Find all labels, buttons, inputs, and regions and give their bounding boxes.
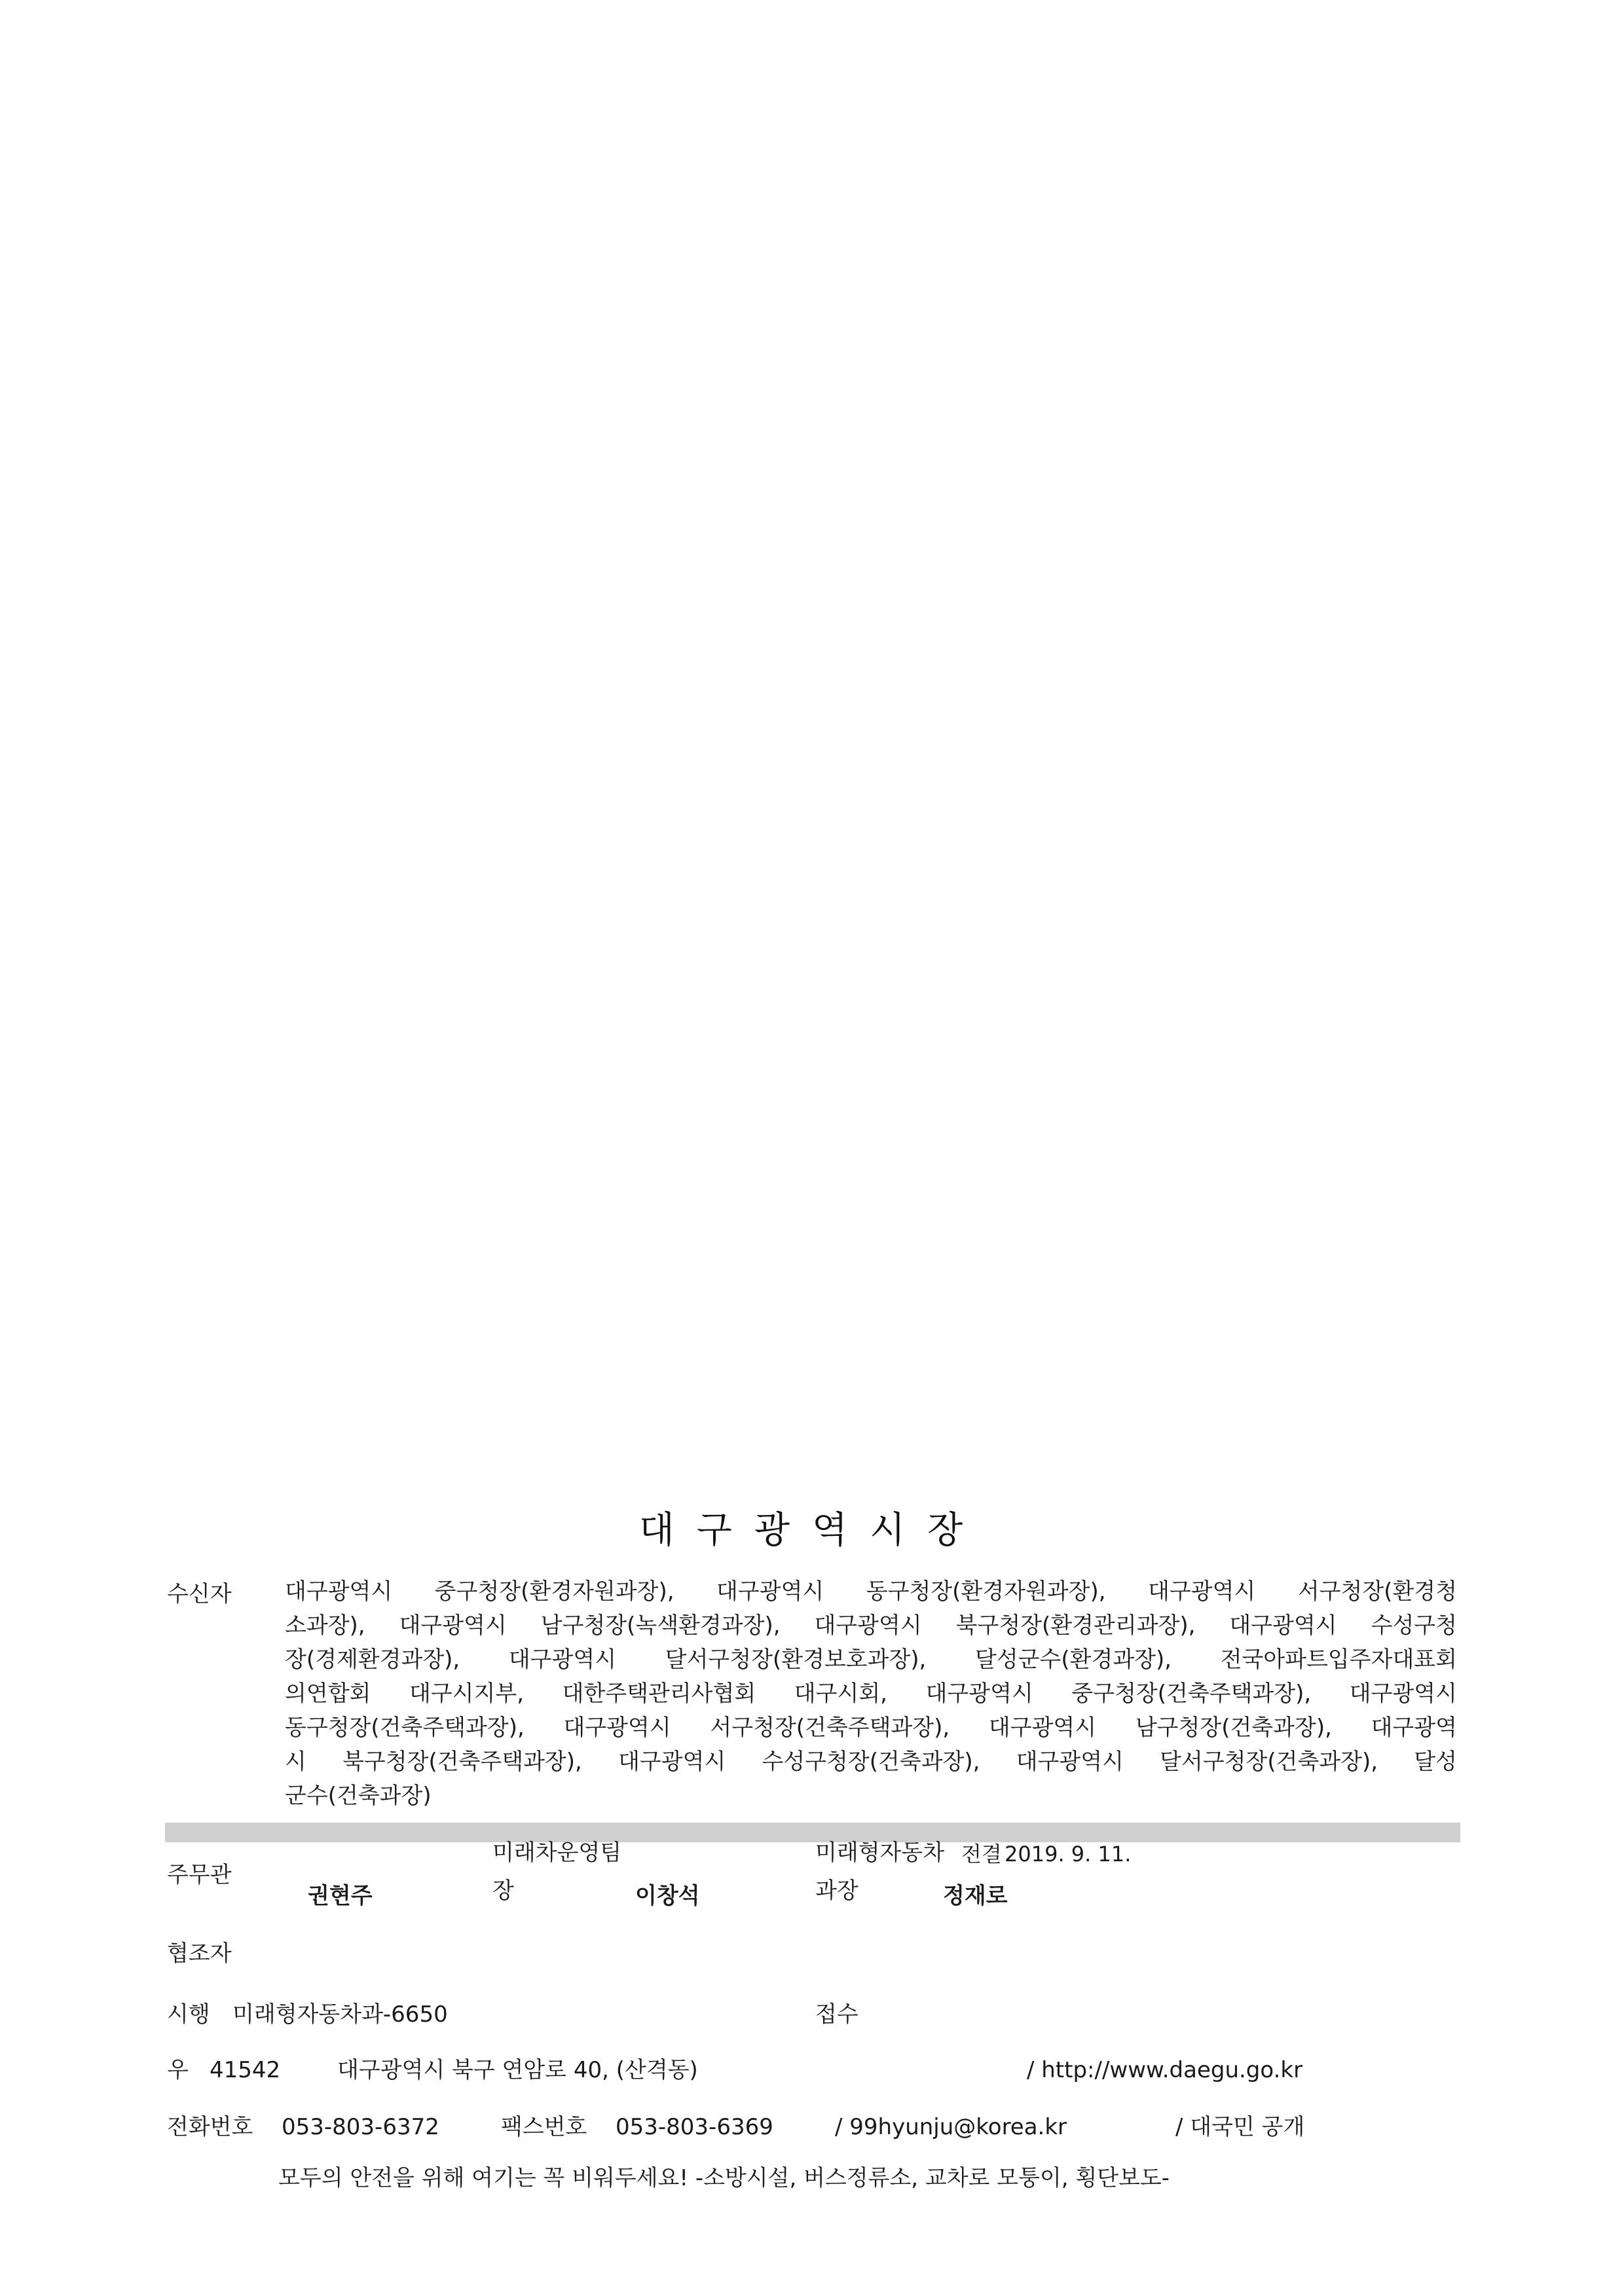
director-title-line1: 미래형자동차 bbox=[815, 1840, 945, 1866]
postal-code: 41542 bbox=[210, 2057, 281, 2083]
recipient-list bbox=[285, 1575, 1457, 1813]
postal-label: 우 bbox=[167, 2057, 189, 2083]
recipient-line: 군수(건축과장) bbox=[285, 1783, 432, 1809]
recipient-line: 의연합회 대구시지부, 대한주택관리사협회 대구시회, 대구광역시 중구청장(건축주택과장), 대구광역시 bbox=[285, 1681, 1457, 1707]
recipient-line: 대구광역시 중구청장(환경자원과장), 대구광역시 동구청장(환경자원과장), 대구광역시 서구청장(환경청 bbox=[285, 1578, 1457, 1605]
final-approval-date: 2019. 9. 11. bbox=[1005, 1842, 1132, 1867]
divider-bar bbox=[165, 1823, 1460, 1842]
receipt-label: 접수 bbox=[815, 2001, 858, 2028]
cooperator-label: 협조자 bbox=[167, 1941, 232, 1967]
drafter-name: 권현주 bbox=[308, 1883, 373, 1909]
safety-slogan: 모두의 안전을 위해 여기는 꼭 비워두세요! -소방시설, 버스정류소, 교차로 모퉁이, 횡단보도- bbox=[278, 2165, 1170, 2191]
director-name: 정재로 bbox=[943, 1883, 1008, 1909]
team-leader-title-line2: 장 bbox=[492, 1878, 514, 1904]
recipient-line: 장(경제환경과장), 대구광역시 달서구청장(환경보호과장), 달성군수(환경과장), 전국아파트입주자대표회 bbox=[285, 1647, 1457, 1673]
drafter-label: 주무관 bbox=[167, 1862, 232, 1888]
email-address: / 99hyunju@korea.kr bbox=[835, 2114, 1067, 2140]
team-leader-name: 이창석 bbox=[635, 1883, 700, 1909]
director-title-line2: 과장 bbox=[815, 1878, 858, 1904]
street-address: 대구광역시 북구 연암로 40, (산격동) bbox=[337, 2057, 698, 2083]
website-link: / http://www.daegu.go.kr bbox=[1027, 2057, 1303, 2083]
disclosure-status: / 대국민 공개 bbox=[1175, 2114, 1305, 2140]
team-leader-title-line1: 미래차운영팀 bbox=[492, 1840, 622, 1866]
phone-number: 053-803-6372 bbox=[282, 2114, 439, 2140]
issuer-title: 대구광역시장 bbox=[638, 1509, 986, 1552]
recipient-label: 수신자 bbox=[167, 1581, 232, 1607]
recipient-line: 시 북구청장(건축주택과장), 대구광역시 수성구청장(건축과장), 대구광역시 달서구청장(건축과장), 달성 bbox=[285, 1749, 1457, 1775]
recipient-line: 소과장), 대구광역시 남구청장(녹색환경과장), 대구광역시 북구청장(환경관리과장), 대구광역시 수성구청 bbox=[285, 1613, 1457, 1639]
fax-number: 053-803-6369 bbox=[616, 2114, 773, 2140]
phone-label: 전화번호 bbox=[167, 2114, 253, 2140]
recipient-line: 동구청장(건축주택과장), 대구광역시 서구청장(건축주택과장), 대구광역시 남구청장(건축과장), 대구광역 bbox=[285, 1715, 1457, 1741]
enforcement-label: 시행 bbox=[167, 2001, 210, 2028]
fax-label: 팩스번호 bbox=[501, 2114, 587, 2140]
enforcement-number: 미래형자동차과-6650 bbox=[232, 2001, 448, 2028]
final-approval-label: 전결 bbox=[961, 1842, 1002, 1867]
